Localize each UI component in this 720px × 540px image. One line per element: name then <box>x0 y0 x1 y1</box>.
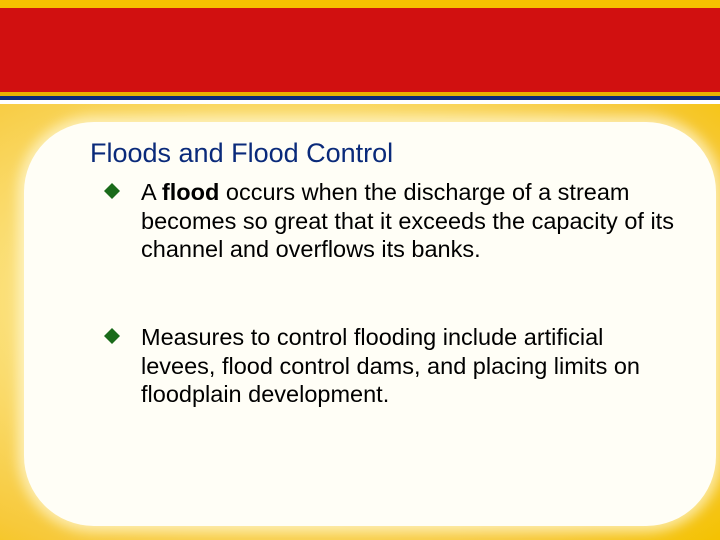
bullet-item-flood-definition <box>104 178 684 264</box>
bullet-item-flood-control-measures <box>104 323 684 409</box>
diamond-bullet-icon <box>104 328 120 344</box>
diamond-bullet-icon <box>104 183 120 199</box>
bullet-prefix: A <box>141 179 162 205</box>
bullet-rest: occurs when the discharge of a stream becomes so great that it exceeds the capacity of its channel and overflows its banks. <box>141 179 674 262</box>
bullet-text <box>141 178 684 264</box>
bullet-text: Measures to control flooding include artificial levees, flood control dams, and placing limits on floodplain development. <box>141 324 640 407</box>
bullet-bold-term: flood <box>161 179 220 205</box>
slide-title: Floods and Flood Control <box>90 138 394 168</box>
top-yellow-strip <box>0 0 720 8</box>
header-red-band <box>0 8 720 92</box>
